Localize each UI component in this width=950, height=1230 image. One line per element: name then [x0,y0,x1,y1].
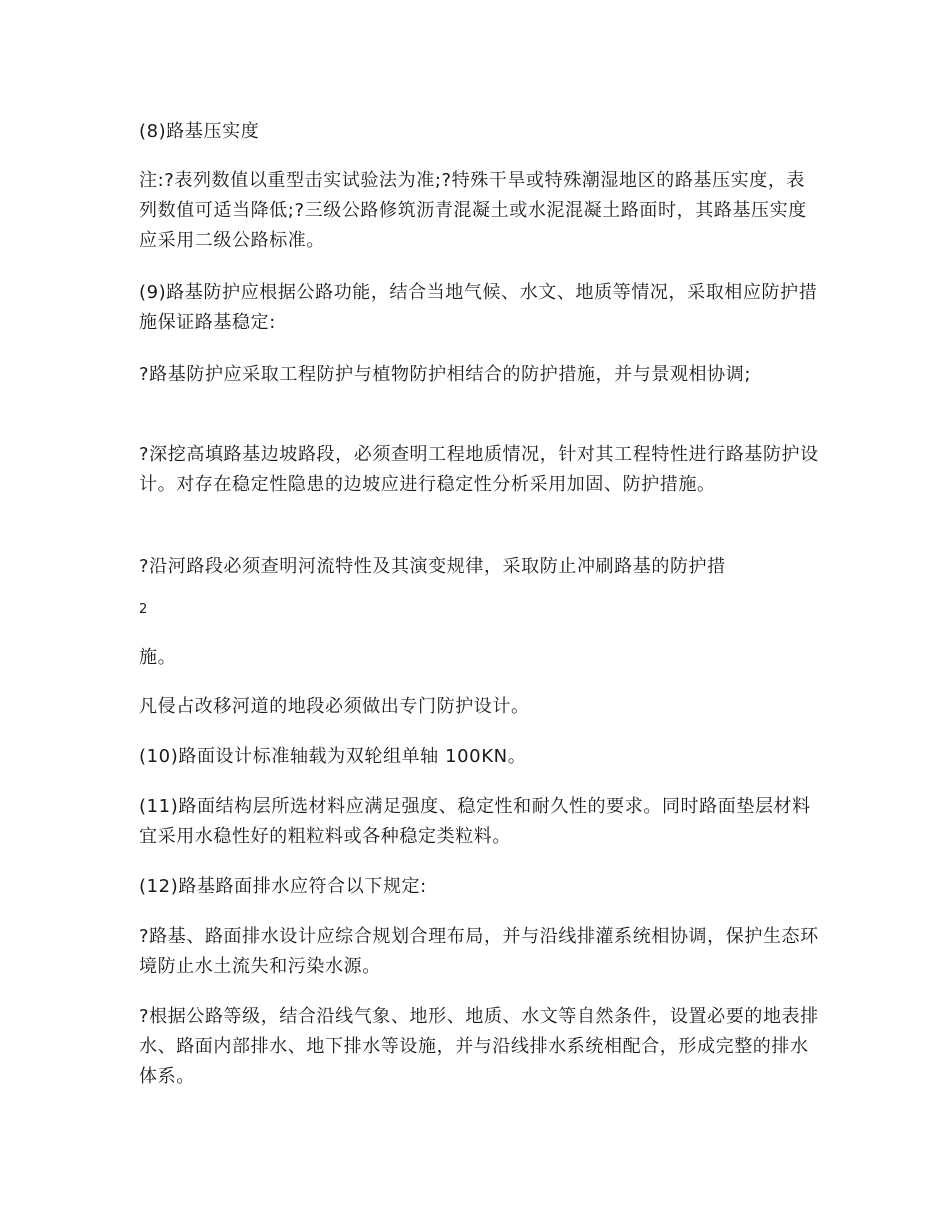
paragraph-drainage-planning: ?路基、路面排水设计应综合规划合理布局，并与沿线排灌系统相协调，保护生态环境防止水土流失和污染水源。 [139,926,819,977]
paragraph-9-protection: (9)路基防护应根据公路功能，结合当地气候、水文、地质等情况，采取相应防护措施保证路基稳定: [139,282,818,333]
paragraph-riverside-sections: ?沿河路段必须查明河流特性及其演变规律，采取防止冲刷路基的防护措 [139,556,726,577]
paragraph-note: 注:?表列数值以重型击实试验法为准;?特殊干旱或特殊潮湿地区的路基压实度，表列数值可适当降低;?三级公路修筑沥青混凝土或水泥混凝土路面时，其路基压实度应采用二级公路标准。 [139,170,807,251]
paragraph-drainage-system: ?根据公路等级，结合沿线气象、地形、地质、水文等自然条件，设置必要的地表排水、路面内部排水、地下排水等设施，并与沿线排水系统相配合，形成完整的排水体系。 [139,1006,819,1087]
paragraph-river-diversion: 凡侵占改移河道的地段必须做出专门防护设计。 [139,696,530,717]
paragraph-deep-cut-slopes: ?深挖高填路基边坡路段，必须查明工程地质情况，针对其工程特性进行路基防护设计。对存在稳定性隐患的边坡应进行稳定性分析采用加固、防护措施。 [139,444,819,495]
page-number: 2 [139,602,148,617]
paragraph-8-compaction: (8)路基压实度 [139,121,260,142]
paragraph-protection-measures: ?路基防护应采取工程防护与植物防护相结合的防护措施，并与景观相协调; [139,364,752,385]
paragraph-12-drainage: (12)路基路面排水应符合以下规定: [139,876,427,897]
paragraph-11-materials: (11)路面结构层所选材料应满足强度、稳定性和耐久性的要求。同时路面垫层材料宜采用水稳性好的粗粒料或各种稳定类粒料。 [139,796,811,847]
paragraph-continuation: 施。 [139,647,177,668]
paragraph-10-axle-load: (10)路面设计标准轴载为双轮组单轴 100KN。 [139,746,527,767]
